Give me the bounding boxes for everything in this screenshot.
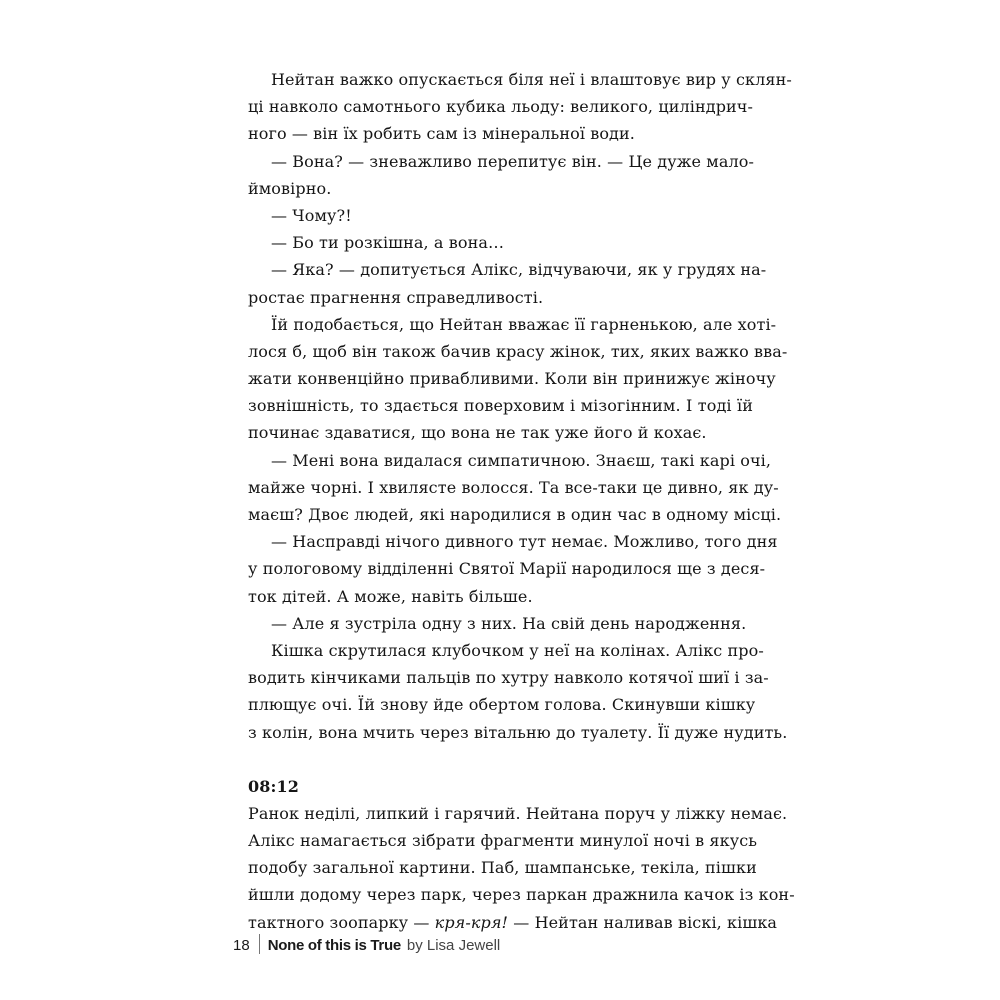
paragraph [248,148,753,202]
section-body [248,800,795,909]
text-line: — Вона? — зневажливо перепитує він. — Це дуже мало- [271,151,754,171]
text-line: ймовірно. [248,178,332,198]
section-last-line-end: — Нейтан наливав віскі, кішка [508,912,778,932]
book-author: by Lisa Jewell [406,937,501,954]
text-line: — Бо ти розкішна, а вона… [271,233,505,253]
text-line: — Насправді нічого дивного тут немає. Можливо, того дня [271,532,778,552]
footer-divider [259,934,260,954]
paragraph [248,637,788,746]
paragraphs [248,66,792,746]
text-line: — Яка? — допитується Алікс, відчуваючи, як у грудях на- [271,260,767,280]
text-line: ного — він їх робить сам із мінеральної води. [248,124,635,144]
paragraph [248,447,782,529]
text-line: — Але я зустріла одну з них. На свій день народження. [271,613,747,633]
section-last-line [248,909,778,936]
text-line: лося б, щоб він також бачив красу жінок, тих, яких важко вва- [248,341,788,361]
text-line: Їй подобається, що Нейтан вважає її гарненькою, але хоті- [271,314,777,334]
section-timestamp: 08:12 [248,776,299,796]
page-footer [233,934,500,954]
text-line: — Чому?! [271,205,352,225]
paragraph [248,610,753,637]
text-line: — Мені вона видалася симпатичною. Знаєш, такі карі очі, [271,450,772,470]
page-number: 18 [233,937,250,954]
text-line: майже чорні. І хвилясте волосся. Та все-таки це дивно, як ду- [248,477,779,497]
paragraph [248,528,778,610]
text-line: водить кінчиками пальців по хутру навколо котячої шиї і за- [248,668,769,688]
text-line: ці навколо самотнього кубика льоду: великого, циліндрич- [248,97,753,117]
text-line: з колін, вона мчить через вітальню до туалету. Її дуже нудить. [248,722,788,742]
duck-sound-italic: кря-кря! [434,912,509,932]
text-line: йшли додому через парк, через паркан дражнила качок із кон- [248,885,795,905]
text-line: ростає прагнення справедливості. [248,287,544,307]
book-title: None of this is True [267,937,401,954]
text-line: маєш? Двоє людей, які народилися в один час в одному місці. [248,505,782,524]
text-line: у пологовому відділенні Святої Марії народилося ще з деся- [248,559,766,579]
paragraph [248,202,753,229]
paragraph [248,311,788,447]
text-line: жати конвенційно привабливими. Коли він принижує жіночу [248,369,776,389]
text-line: Ранок неділі, липкий і гарячий. Нейтана поруч у ліжку немає. [248,803,788,823]
text-line: подобу загальної картини. Паб, шампанське, текіла, пішки [248,858,757,878]
text-line: починає здаватися, що вона не так уже його й кохає. [248,423,707,443]
text-line: Кішка скрутилася клубочком у неї на колінах. Алікс про- [271,640,764,660]
text-line: зовнішність, то здається поверховим і мізогінним. І тоді їй [248,396,753,416]
text-line: плющує очі. Їй знову йде обертом голова. Скинувши кішку [248,695,756,715]
paragraph [248,256,767,310]
page-body [248,66,795,936]
paragraph [248,66,792,148]
section-last-line-start: тактного зоопарку — [248,912,435,932]
text-line: ток дітей. А може, навіть більше. [248,586,533,606]
paragraph [248,229,753,256]
text-line: Алікс намагається зібрати фрагменти минулої ночі в якусь [248,831,758,851]
text-line: Нейтан важко опускається біля неї і влаштовує вир у склян- [271,70,792,89]
